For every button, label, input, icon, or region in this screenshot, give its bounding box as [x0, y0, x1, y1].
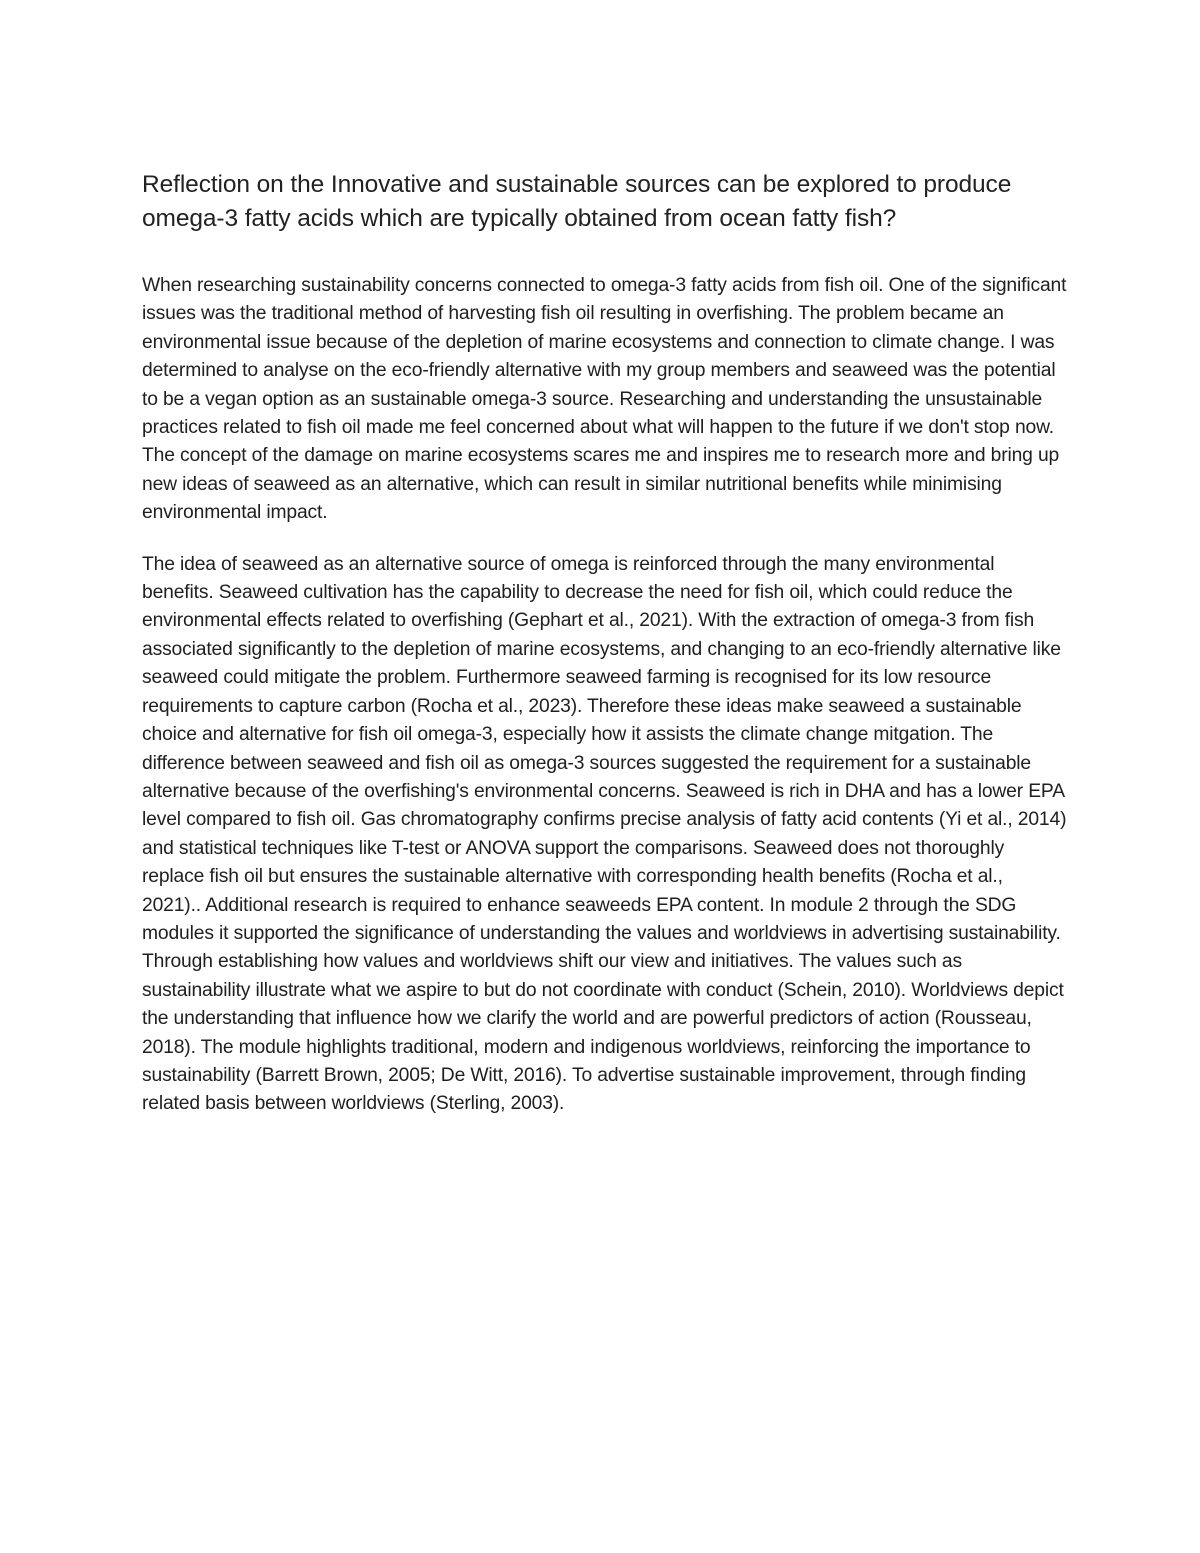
document-body — [142, 168, 1067, 1119]
paragraph-1: When researching sustainability concerns connected to omega-3 fatty acids from fish oil. One of the significant issues was the traditional method of harvesting fish oil resulting in overfishing. The problem became an environmental issue because of the depletion of marine ecosystems and connection to climate change. I was determined to analyse on the eco-friendly alternative with my group members and seaweed was the potential to be a vegan option as an sustainable omega-3 source. Researching and understanding the unsustainable practices related to fish oil made me feel concerned about what will happen to the future if we don't stop now. The concept of the damage on marine ecosystems scares me and inspires me to research more and bring up new ideas of seaweed as an alternative, which can result in similar nutritional benefits while minimising environmental impact. — [142, 275, 1067, 524]
document-title: Reflection on the Innovative and sustainable sources can be explored to produce omega-3 fatty acids which are typically obtained from ocean fatty fish? — [142, 171, 1012, 232]
paragraph-2: The idea of seaweed as an alternative source of omega is reinforced through the many environmental benefits. Seaweed cultivation has the capability to decrease the need for fish oil, which could reduce the environmental effects related to overfishing (Gephart et al., 2021). With the extraction of omega-3 from fish associated significantly to the depletion of marine ecosystems, and changing to an eco-friendly alternative like seaweed could mitigate the problem. Furthermore seaweed farming is recognised for its low resource requirements to capture carbon (Rocha et al., 2023). Therefore these ideas make seaweed a sustainable choice and alternative for fish oil omega-3, especially how it assists the climate change mitgation. The difference between seaweed and fish oil as omega-3 sources suggested the requirement for a sustainable alternative because of the overfishing's environmental concerns. Seaweed is rich in DHA and has a lower EPA level compared to fish oil. Gas chromatography confirms precise analysis of fatty acid contents (Yi et al., 2014) and statistical techniques like T-test or ANOVA support the comparisons. Seaweed does not thoroughly replace fish oil but ensures the sustainable alternative with corresponding health benefits (Rocha et al., 2021).. Additional research is required to enhance seaweeds EPA content. In module 2 through the SDG modules it supported the significance of understanding the values and worldviews in advertising sustainability. Through establishing how values and worldviews shift our view and initiatives. The values such as sustainability illustrate what we aspire to but do not coordinate with conduct (Schein, 2010). Worldviews depict the understanding that influence how we clarify the world and are powerful predictors of action (Rousseau, 2018). The module highlights traditional, modern and indigenous worldviews, reinforcing the importance to sustainability (Barrett Brown, 2005; De Witt, 2016). To advertise sustainable improvement, through finding related basis between worldviews (Sterling, 2003). — [142, 553, 1067, 1115]
